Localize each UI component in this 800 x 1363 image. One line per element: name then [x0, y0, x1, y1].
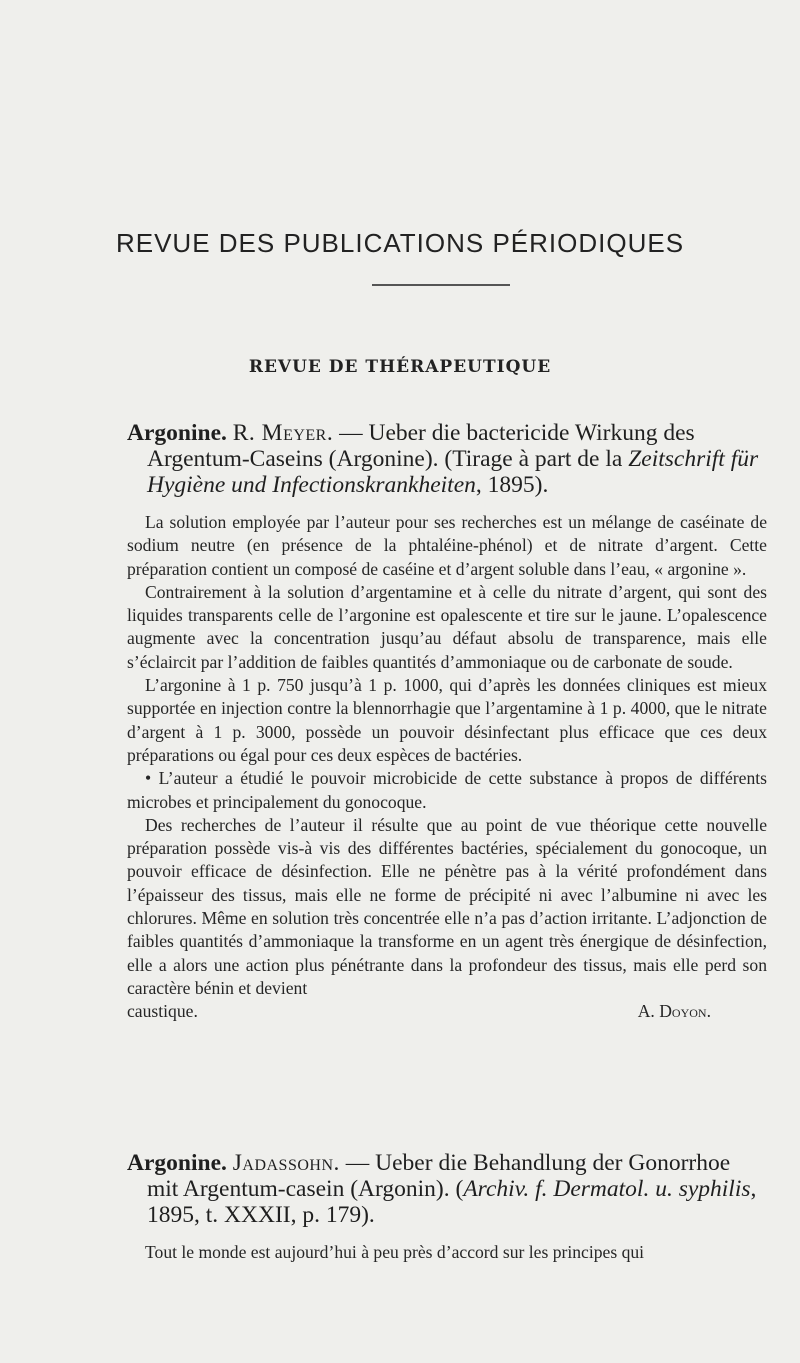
page-title: REVUE DES PUBLICATIONS PÉRIODIQUES: [115, 228, 685, 258]
section-title: REVUE DE THÉRAPEUTIQUE: [248, 357, 552, 377]
paragraph: La solution employée par l’auteur pour ses recherches est un mélange de caséinate de sodium neutre (en présence de la phtaléine-phénol) et de nitrate d’argent. Cette préparation contient un composé de caséine et d’argent soluble dans l’eau, « argonine ».: [127, 512, 767, 579]
article-heading: [127, 420, 767, 498]
article-heading: [127, 1150, 767, 1228]
paragraph-end: caustique.: [127, 1001, 198, 1022]
article-author: R. Meyer.: [232, 420, 334, 446]
paragraph: Tout le monde est aujourd’hui à peu près d’accord sur les principes qui: [145, 1242, 645, 1262]
paragraph: L’argonine à 1 p. 750 jusqu’à 1 p. 1000, qui d’après les données cliniques est mieux supportée en injection contre la blennorrhagie que l’argentamine à 1 p. 4000, que le nitrate d’argent à 1 p. 3000, possède un pouvoir désinfectant plus efficace que ces deux préparations ou égal pour ces deux espèces de bactéries.: [127, 675, 767, 765]
title-divider: [372, 284, 510, 286]
article-body: [127, 1241, 767, 1264]
journal-name: Zeitschrift für Hygiène und Infectionskrankheiten: [147, 446, 759, 498]
closing-line: [127, 1000, 767, 1023]
article-citation: , 1895).: [475, 472, 549, 498]
article-topic: Argonine.: [127, 420, 227, 446]
article-title: — Ueber die Behandlung der Gonorrhoe mit Argentum-casein (Argonin). (: [147, 1150, 731, 1202]
article-topic: Argonine.: [127, 1150, 227, 1176]
article-author: Jadassohn.: [232, 1150, 340, 1176]
article-title: — Ueber die bactericide Wirkung des Argentum-Caseins (Argonine). (Tirage à part de la: [147, 420, 695, 472]
article-citation: , 1895, t. XXXII, p. 179).: [147, 1176, 757, 1228]
journal-name: Archiv. f. Dermatol. u. syphilis: [463, 1176, 751, 1202]
article-body: [127, 511, 767, 1024]
reviewer-signature: A. Doyon.: [637, 1001, 711, 1022]
paragraph: Contrairement à la solution d’argentamine et à celle du nitrate d’argent, qui sont des liquides transparents celle de l’argonine est opalescente et tire sur le jaune. L’opalescence augmente avec la concentration jusqu’au défaut absolu de transparence, mais elle s’éclaircit par l’addition de faibles quantités d’ammoniaque ou de carbonate de soude.: [127, 581, 767, 672]
paragraph: Des recherches de l’auteur il résulte que au point de vue théorique cette nouvelle préparation possède vis-à vis des différentes bactéries, spécialement du gonocoque, un pouvoir efficace de désinfection. Elle ne pénètre pas à la vérité profondément dans l’épaisseur des tissus, mais elle ne forme de précipité ni avec l’albumine ni avec les chlorures. Même en solution très concentrée elle n’a pas d’action irritante. L’adjonction de faibles quantités d’ammoniaque la transforme en un agent très énergique de désinfection, elle a alors une action plus pénétrante dans la profondeur des tissus, mais elle perd son caractère bénin et devient: [127, 814, 767, 998]
paragraph: • L’auteur a étudié le pouvoir microbicide de cette substance à propos de différents microbes et principalement du gonocoque.: [127, 768, 767, 812]
